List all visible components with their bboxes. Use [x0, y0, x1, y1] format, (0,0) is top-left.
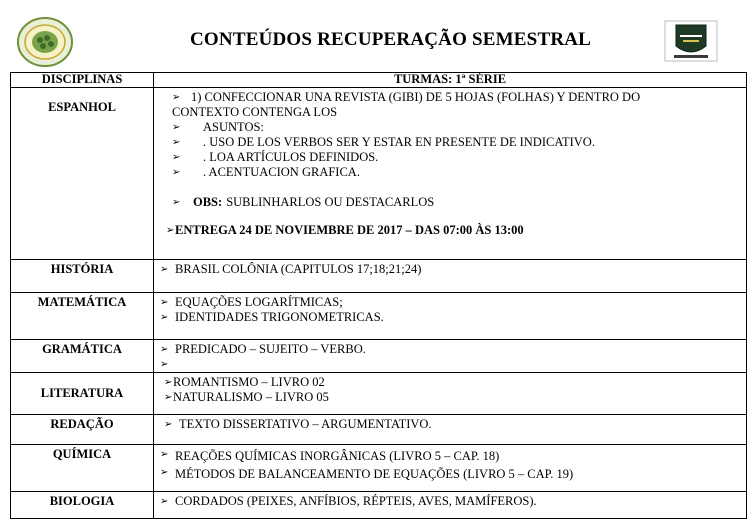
content-cell	[154, 340, 747, 373]
subject-cell	[11, 340, 154, 373]
subject-cell	[11, 293, 154, 340]
content-cell	[154, 373, 747, 415]
subject-gramatica: GRAMÁTICA	[42, 342, 122, 356]
arrow-icon: ➢	[160, 467, 169, 478]
list-item: NATURALISMO – LIVRO 05	[173, 390, 329, 404]
subject-matematica: MATEMÁTICA	[37, 295, 127, 309]
subject-cell	[11, 373, 154, 415]
list-item: BRASIL COLÔNIA (CAPITULOS 17;18;21;24)	[175, 262, 422, 276]
list-item: ENTREGA 24 DE NOVIEMBRE DE 2017 – DAS 07:00 ÀS 13:00	[175, 223, 524, 237]
list-item: . LOA ARTÍCULOS DEFINIDOS.	[203, 150, 379, 164]
list-item: . ACENTUACION GRAFICA.	[203, 165, 360, 179]
table-row	[11, 373, 747, 415]
arrow-icon: ➢	[164, 419, 173, 430]
subject-cell	[11, 88, 154, 260]
content-cell	[154, 293, 747, 340]
arrow-icon: ➢	[172, 92, 181, 103]
list-item: ASUNTOS:	[203, 120, 264, 134]
list-item: 1) CONFECCIONAR UNA REVISTA (GIBI) DE 5 HOJAS (FOLHAS) Y DENTRO DO	[191, 90, 641, 104]
subject-cell	[11, 415, 154, 445]
header-disciplinas: DISCIPLINAS	[11, 73, 154, 88]
table-header-row	[11, 73, 747, 88]
content-cell	[154, 88, 747, 260]
subject-cell	[11, 260, 154, 293]
content-cell	[154, 492, 747, 519]
list-item: EQUAÇÕES LOGARÍTMICAS;	[175, 295, 343, 309]
badge-logo-icon	[664, 20, 718, 62]
arrow-icon: ➢	[172, 152, 181, 163]
arrow-icon: ➢	[160, 449, 169, 460]
page-title: CONTEÚDOS RECUPERAÇÃO SEMESTRAL	[190, 29, 592, 50]
subject-historia: HISTÓRIA	[50, 262, 114, 276]
list-item: ROMANTISMO – LIVRO 02	[173, 375, 325, 389]
subject-quimica: QUÍMICA	[52, 447, 112, 461]
list-item: . USO DE LOS VERBOS SER Y ESTAR EN PRESENTE DE INDICATIVO.	[203, 135, 595, 149]
list-item: CONTEXTO CONTENGA LOS	[172, 105, 338, 119]
list-item: SUBLINHARLOS OU DESTACARLOS	[226, 195, 435, 209]
list-item: PREDICADO – SUJEITO – VERBO.	[175, 342, 366, 356]
arrow-icon: ➢	[172, 122, 181, 133]
header-turmas: TURMAS: 1ª SÉRIE	[154, 73, 747, 88]
arrow-icon: ➢	[160, 297, 169, 308]
table-row	[11, 340, 747, 373]
list-item: REAÇÕES QUÍMICAS INORGÂNICAS (LIVRO 5 – CAP. 18)	[175, 449, 500, 463]
table-row	[11, 445, 747, 492]
subject-cell	[11, 492, 154, 519]
arrow-icon: ➢	[160, 344, 169, 355]
content-cell	[154, 415, 747, 445]
content-cell	[154, 445, 747, 492]
list-item: CORDADOS (PEIXES, ANFÍBIOS, RÉPTEIS, AVES, MAMÍFEROS).	[175, 494, 537, 508]
list-item: MÉTODOS DE BALANCEAMENTO DE EQUAÇÕES (LIVRO 5 – CAP. 19)	[175, 467, 574, 481]
subject-literatura: LITERATURA	[40, 386, 124, 400]
table-row	[11, 260, 747, 293]
arrow-icon: ➢	[172, 167, 181, 178]
obs-label: OBS:	[193, 195, 223, 209]
table-row	[11, 492, 747, 519]
list-item: IDENTIDADES TRIGONOMETRICAS.	[175, 310, 384, 324]
school-logo-icon	[16, 16, 74, 68]
table-row	[11, 88, 747, 260]
arrow-icon: ➢	[160, 359, 169, 370]
arrow-icon: ➢	[164, 377, 173, 388]
arrow-icon: ➢	[164, 392, 173, 403]
content-table	[10, 72, 747, 519]
arrow-icon: ➢	[172, 197, 181, 208]
content-cell	[154, 260, 747, 293]
subject-redacao: REDAÇÃO	[50, 417, 114, 431]
table-row	[11, 415, 747, 445]
subject-biologia: BIOLOGIA	[49, 494, 115, 508]
arrow-icon: ➢	[166, 225, 175, 236]
arrow-icon: ➢	[160, 496, 169, 507]
subject-espanhol: ESPANHOL	[48, 100, 116, 114]
arrow-icon: ➢	[172, 137, 181, 148]
table-row	[11, 293, 747, 340]
subject-cell	[11, 445, 154, 492]
list-item: TEXTO DISSERTATIVO – ARGUMENTATIVO.	[179, 417, 432, 431]
arrow-icon: ➢	[160, 264, 169, 275]
arrow-icon: ➢	[160, 312, 169, 323]
